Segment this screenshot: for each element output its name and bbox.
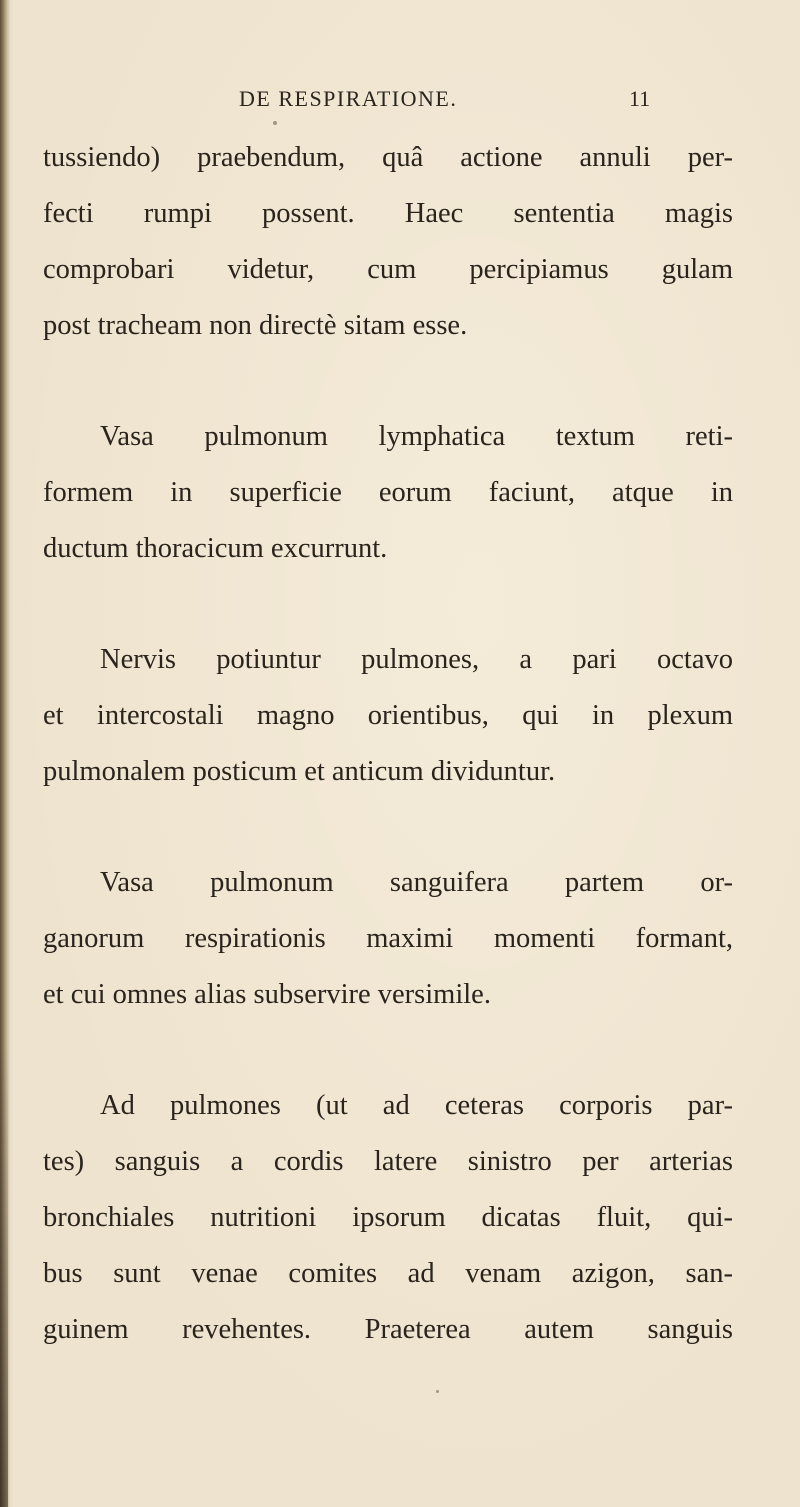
running-title: DE RESPIRATIONE. [239,86,458,111]
paragraph-3 [43,632,733,800]
text-line: Nervis potiuntur pulmones, a pari octavo [100,644,733,675]
page-edge-shadow [0,1050,8,1507]
body-text [43,130,733,1413]
text-line: formem in superficie eorum faciunt, atque in [43,477,733,508]
paragraph-2 [43,409,733,577]
text-line: pulmonalem posticum et anticum dividuntur. [43,756,556,787]
text-line: fecti rumpi possent. Haec sententia magis [43,198,733,229]
text-line: Vasa pulmonum lymphatica textum reti- [100,421,733,452]
text-line: tes) sanguis a cordis latere sinistro per arterias [43,1146,733,1177]
text-line: ductum thoracicum excurrunt. [43,533,388,564]
text-line: ganorum respirationis maximi momenti formant, [43,923,733,954]
paragraph-4 [43,855,733,1023]
text-line: Vasa pulmonum sanguifera partem or- [100,867,733,898]
paper-speck [436,1390,439,1393]
text-line: et cui omnes alias subservire versimile. [43,979,491,1010]
text-line: guinem revehentes. Praeterea autem sanguis [43,1314,733,1345]
paper-speck [273,121,277,125]
page-header [0,86,800,116]
text-line: et intercostali magno orientibus, qui in plexum [43,700,733,731]
text-line: post tracheam non directè sitam esse. [43,310,468,341]
paragraph-5 [43,1078,733,1358]
text-line: Ad pulmones (ut ad ceteras corporis par- [100,1090,733,1121]
text-line: comprobari videtur, cum percipiamus gulam [43,254,733,285]
text-line: bus sunt venae comites ad venam azigon, san- [43,1258,733,1289]
paragraph-1 [43,130,733,354]
text-line: bronchiales nutritioni ipsorum dicatas fluit, qui- [43,1202,733,1233]
page-number: 11 [629,86,651,111]
text-line: tussiendo) praebendum, quâ actione annuli per- [43,142,733,173]
